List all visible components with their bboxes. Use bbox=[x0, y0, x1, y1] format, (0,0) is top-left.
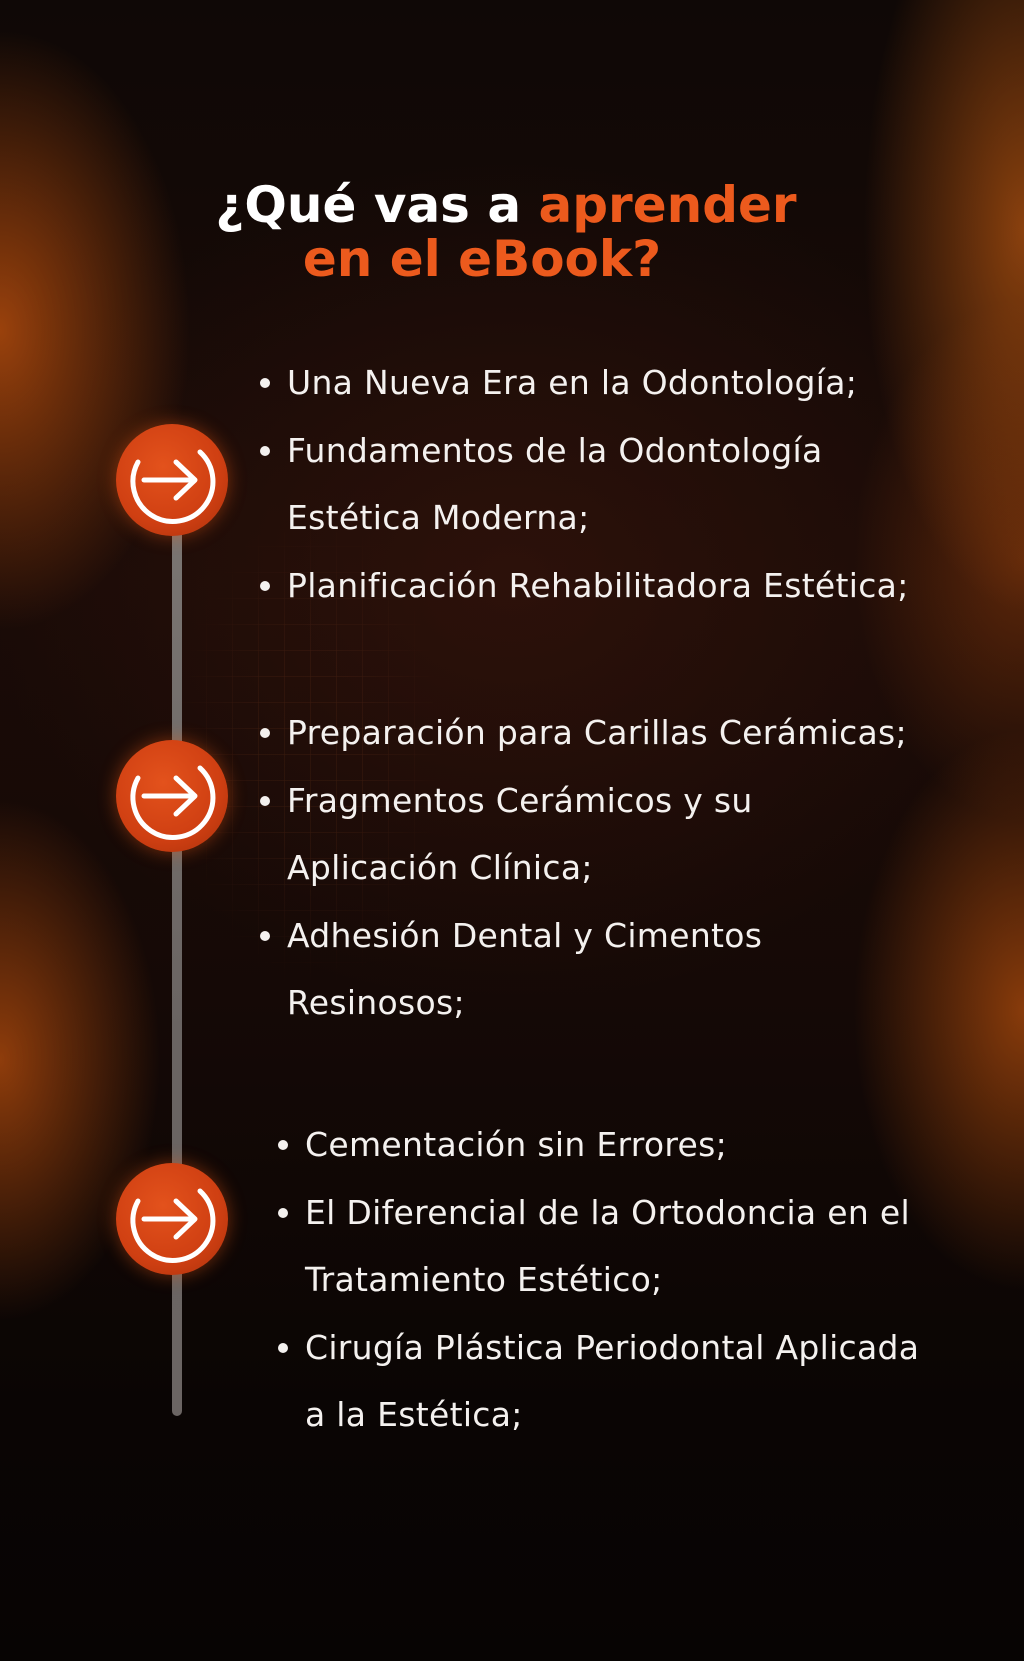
title-line-2: en el eBook? bbox=[302, 230, 662, 288]
list-item-text: Fundamentos de la Odontología bbox=[287, 430, 823, 470]
list-item-continuation bbox=[287, 969, 907, 1037]
list-item-text: Fragmentos Cerámicos y su bbox=[287, 780, 753, 820]
list-item bbox=[305, 1179, 919, 1247]
arrow-right-circle-icon bbox=[116, 740, 228, 852]
list-item-text: Cirugía Plástica Periodontal Aplicada bbox=[305, 1327, 920, 1367]
topic-list-1 bbox=[287, 349, 909, 619]
list-item-text: Estética Moderna; bbox=[287, 498, 590, 537]
list-item bbox=[305, 1111, 919, 1179]
list-item-text: a la Estética; bbox=[305, 1395, 523, 1434]
list-item-text: Aplicación Clínica; bbox=[287, 848, 593, 887]
list-item bbox=[287, 417, 909, 485]
list-item-text: Planificación Rehabilitadora Estética; bbox=[287, 565, 909, 605]
list-item-continuation bbox=[287, 484, 909, 552]
list-item bbox=[287, 767, 907, 835]
topic-list-3 bbox=[305, 1111, 919, 1449]
title-highlight: aprender bbox=[538, 176, 797, 234]
arrow-right-circle-icon bbox=[116, 424, 228, 536]
list-item-text: Preparación para Carillas Cerámicas; bbox=[287, 713, 907, 752]
list-item-text: Resinosos; bbox=[287, 983, 465, 1022]
list-item-text: El Diferencial de la Ortodoncia en el bbox=[305, 1192, 910, 1232]
list-item bbox=[287, 902, 907, 970]
title-prefix: ¿Qué vas a bbox=[215, 176, 522, 234]
list-item bbox=[287, 349, 909, 417]
list-item bbox=[287, 552, 909, 620]
page-title bbox=[0, 178, 1024, 286]
arrow-right-circle-icon bbox=[116, 1163, 228, 1275]
list-item bbox=[287, 699, 907, 767]
list-item-continuation bbox=[287, 834, 907, 902]
list-item-text: Cementación sin Errores; bbox=[305, 1125, 728, 1164]
list-item bbox=[305, 1314, 919, 1382]
topic-list-2 bbox=[287, 699, 907, 1037]
list-item-text: Una Nueva Era en la Odontología; bbox=[287, 363, 858, 402]
list-item-text: Adhesión Dental y Cimentos bbox=[287, 915, 763, 955]
list-item-continuation bbox=[305, 1246, 919, 1314]
list-item-text: Tratamiento Estético; bbox=[305, 1260, 663, 1299]
list-item-continuation bbox=[305, 1381, 919, 1449]
title-line-1 bbox=[0, 178, 1018, 232]
